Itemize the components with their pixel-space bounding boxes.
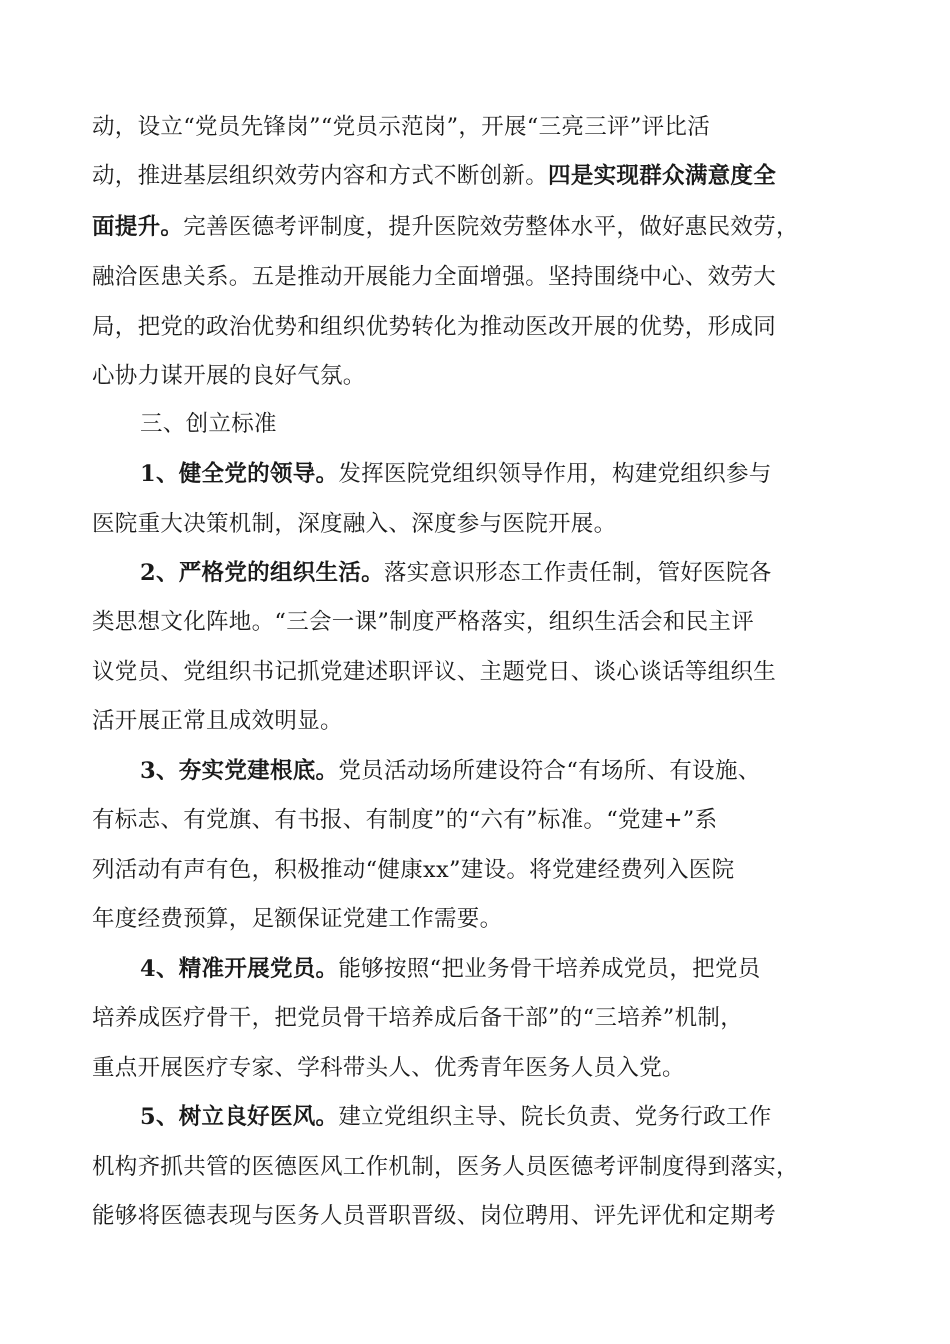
text-segment: 能够按照“把业务骨干培养成党员，把党员 <box>338 956 761 982</box>
text-line <box>92 805 717 835</box>
bold-text-segment: 2、严格党的组织生活。 <box>140 560 384 586</box>
section-heading <box>140 409 277 439</box>
text-segment: 心协力谋开展的良好气氛。 <box>92 363 366 389</box>
bold-text-segment: 4、精准开展党员。 <box>140 956 339 982</box>
bold-text-segment: 3、夯实党建根底。 <box>140 758 339 784</box>
text-line <box>92 112 710 142</box>
text-line <box>92 1152 799 1182</box>
text-line <box>92 161 776 191</box>
text-line <box>92 904 502 934</box>
text-line <box>140 756 761 786</box>
text-segment: 能够将医德表现与医务人员晋职晋级、岗位聘用、评先评优和定期考 <box>92 1203 777 1229</box>
text-line <box>92 607 754 637</box>
text-segment: 重点开展医疗专家、学科带头人、优秀青年医务人员入党。 <box>92 1055 685 1081</box>
text-segment: 融洽医患关系。五是推动开展能力全面增强。坚持围绕中心、效劳大 <box>92 264 777 290</box>
text-segment: 党员活动场所建设符合“有场所、有设施、 <box>338 758 761 784</box>
text-segment: 类思想文化阵地。“三会一课”制度严格落实，组织生活会和民主评 <box>92 609 755 635</box>
text-segment: 年度经费预算，足额保证党建工作需要。 <box>92 906 503 932</box>
text-line <box>140 558 772 588</box>
text-line <box>92 1003 743 1033</box>
bold-text-segment: 1、健全党的领导。 <box>140 461 339 487</box>
text-segment: 医院重大决策机制，深度融入、深度参与医院开展。 <box>92 511 617 537</box>
text-line <box>92 1053 685 1083</box>
text-line <box>92 361 366 391</box>
text-line <box>92 1201 776 1231</box>
text-line <box>140 954 761 984</box>
bold-text-segment: 四是实现群众满意度全 <box>548 163 777 189</box>
text-segment: 落实意识形态工作责任制，管好医院各 <box>383 560 772 586</box>
text-line <box>92 262 776 292</box>
text-line <box>92 212 799 242</box>
text-segment: 培养成医疗骨干，把党员骨干培养成后备干部”的“三培养”机制， <box>92 1005 744 1031</box>
text-segment: 完善医德考评制度，提升医院效劳整体水平，做好惠民效劳， <box>183 214 799 240</box>
text-line <box>92 706 343 736</box>
text-segment: 列活动有声有色，积极推动“健康xx”建设。将党建经费列入医院 <box>92 857 735 883</box>
text-line <box>92 855 734 885</box>
text-segment: 活开展正常且成效明显。 <box>92 708 343 734</box>
text-line <box>92 312 776 342</box>
text-segment: 建立党组织主导、院长负责、党务行政工作 <box>338 1104 772 1130</box>
text-segment: 发挥医院党组织领导作用，构建党组织参与 <box>338 461 772 487</box>
bold-text-segment: 面提升。 <box>92 214 184 240</box>
text-line <box>140 1102 772 1132</box>
bold-text-segment: 5、树立良好医风。 <box>140 1104 339 1130</box>
text-segment: 动，设立“党员先锋岗”“党员示范岗”，开展“三亮三评”评比活 <box>92 114 711 140</box>
text-line <box>92 509 616 539</box>
text-line <box>92 657 776 687</box>
text-line <box>140 459 772 489</box>
text-segment: 局，把党的政治优势和组织优势转化为推动医改开展的优势，形成同 <box>92 314 777 340</box>
text-segment: 议党员、党组织书记抓党建述职评议、主题党日、谈心谈话等组织生 <box>92 659 777 685</box>
text-segment: 三、创立标准 <box>140 411 277 437</box>
text-segment: 动，推进基层组织效劳内容和方式不断创新。 <box>92 163 549 189</box>
text-segment: 机构齐抓共管的医德医风工作机制，医务人员医德考评制度得到落实， <box>92 1154 799 1180</box>
text-segment: 有标志、有党旗、有书报、有制度”的“六有”标准。“党建+”系 <box>92 807 718 833</box>
